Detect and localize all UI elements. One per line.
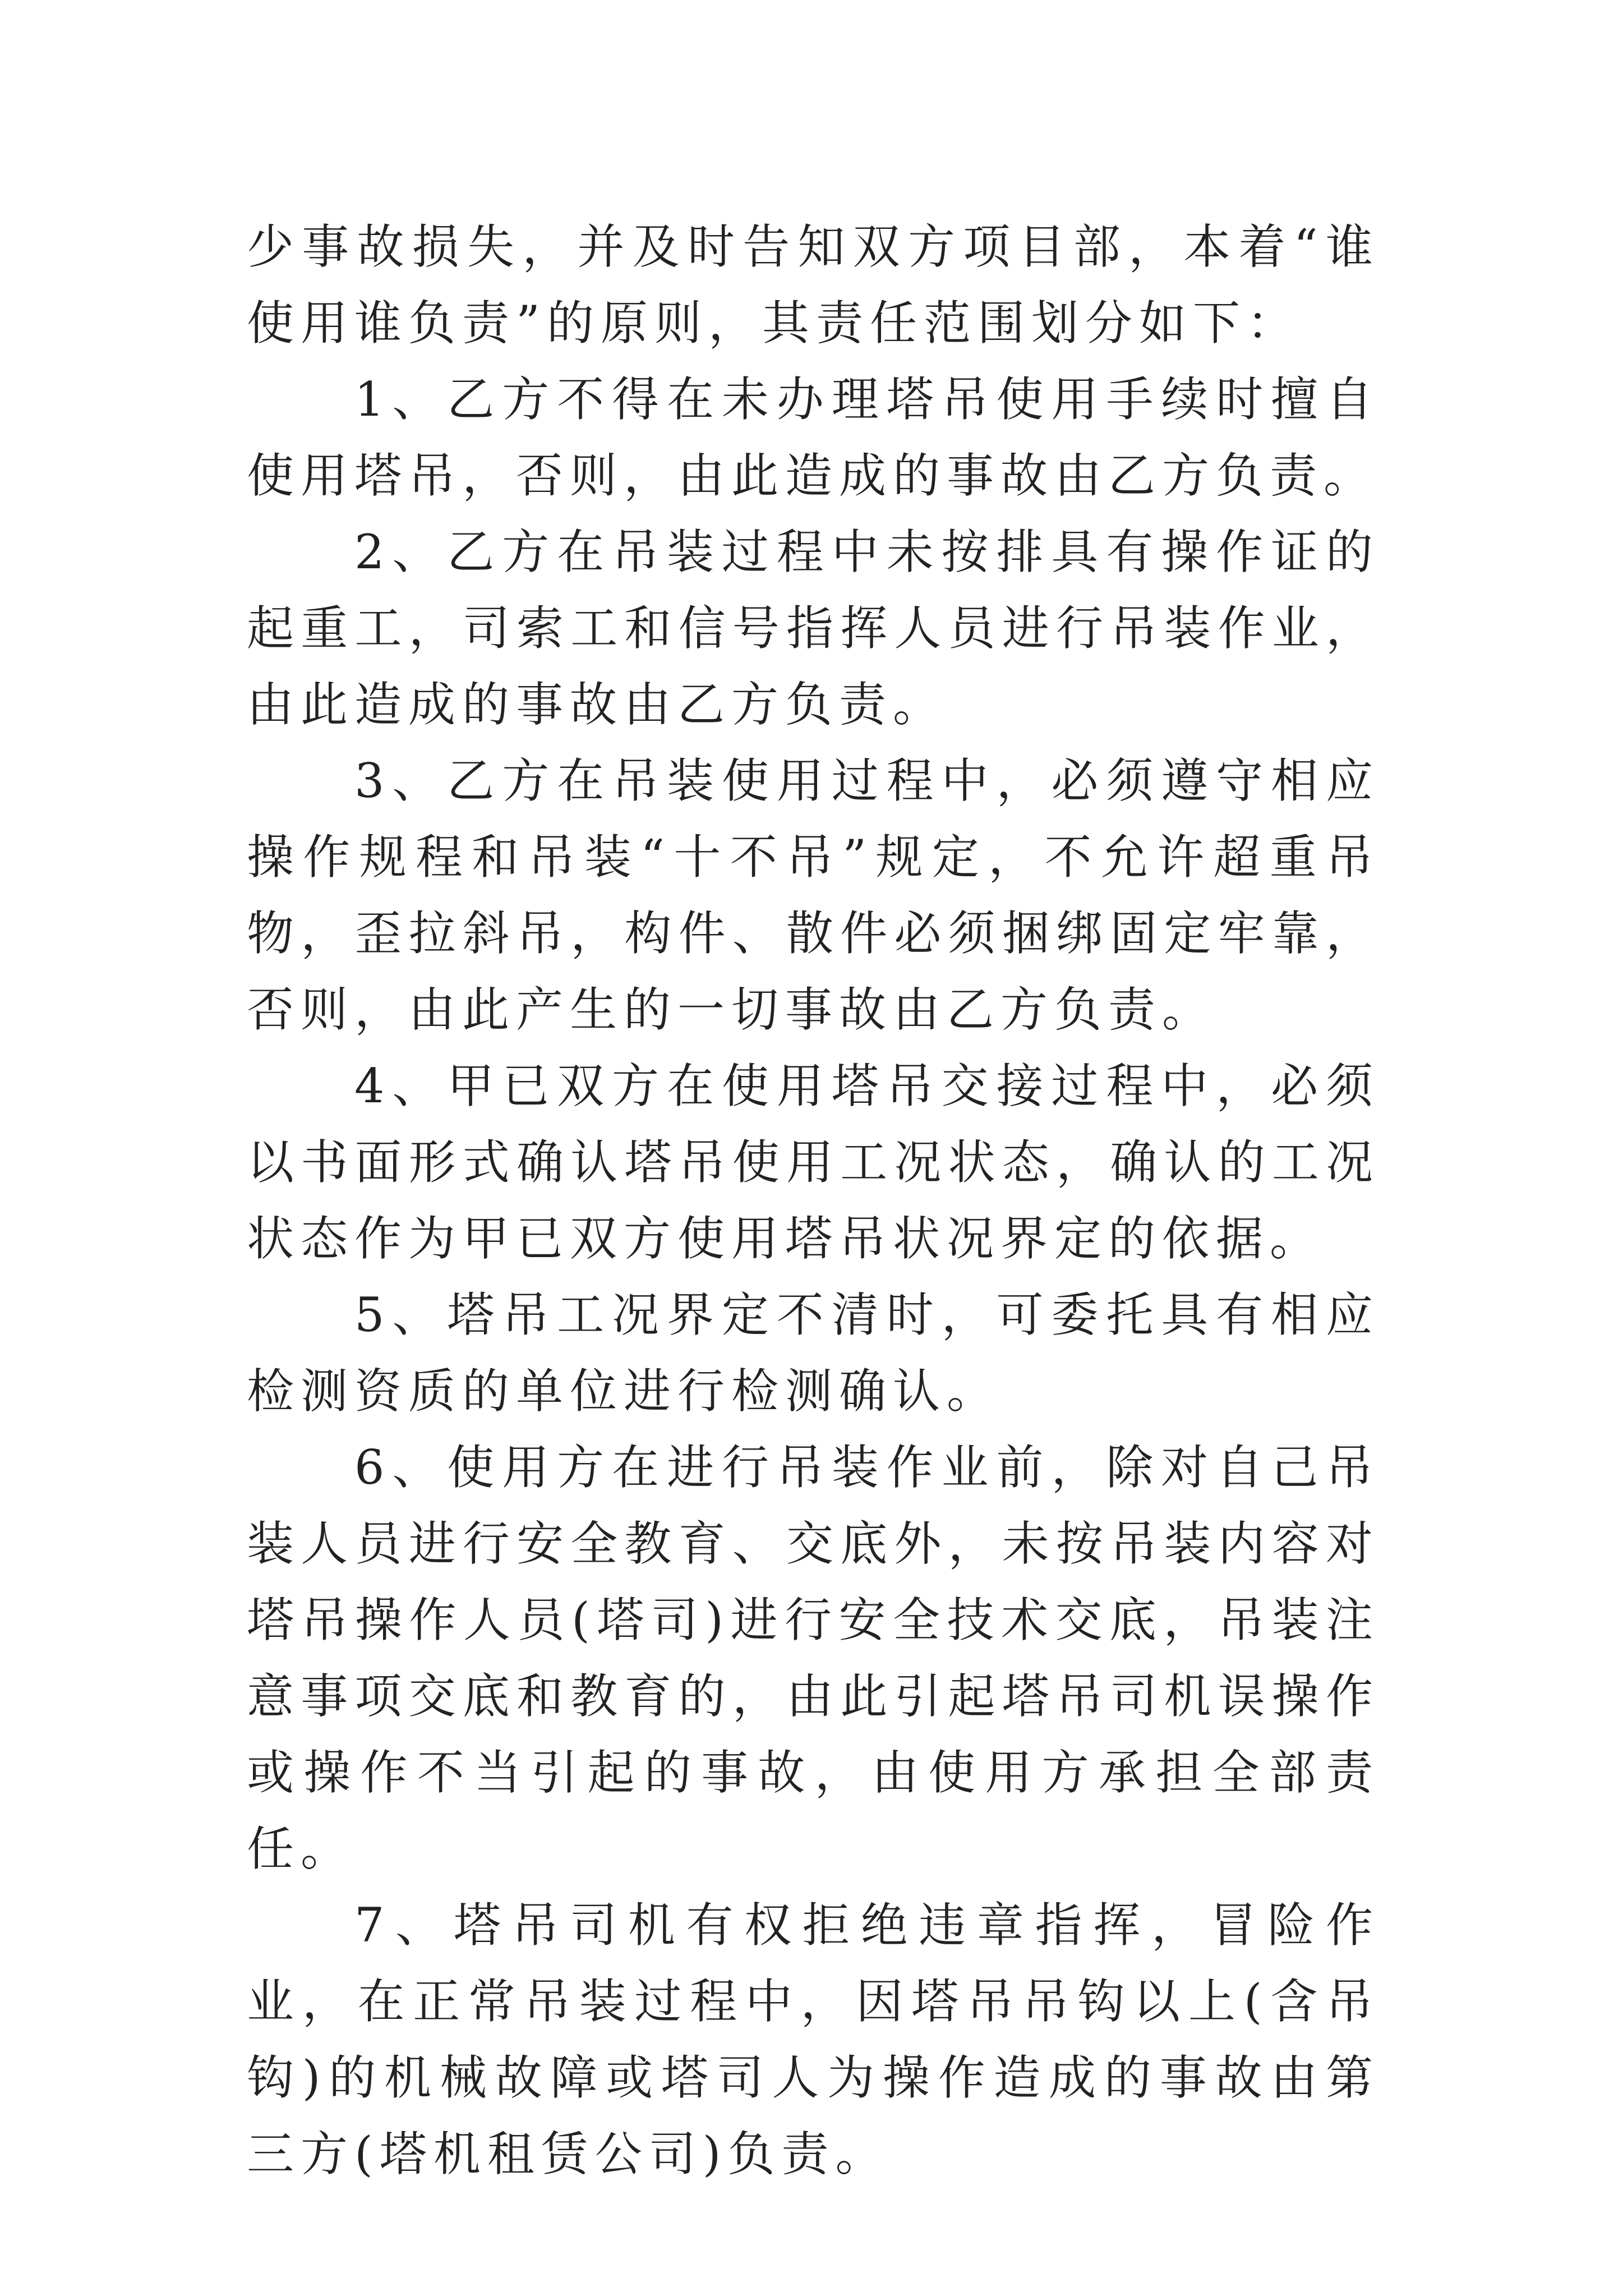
paragraph-item-5: 5、塔吊工况界定不清时，可委托具有相应检测资质的单位进行检测确认。 <box>247 1287 1380 1419</box>
paragraph-item-3: 3、乙方在吊装使用过程中，必须遵守相应操作规程和吊装“十不吊”规定，不允许超重吊物，歪拉斜吊，构件、散件必须捆绑固定牢靠，否则，由此产生的一切事故由乙方负责。 <box>247 753 1380 1037</box>
paragraph-item-6: 6、使用方在进行吊装作业前，除对自己吊装人员进行安全教育、交底外，未按吊装内容对塔吊操作人员(塔司)进行安全技术交底，吊装注意事项交底和教育的，由此引起塔吊司机误操作或操作不当引起的事故，由使用方承担全部责任。 <box>247 1440 1380 1876</box>
document-body <box>247 209 1380 2192</box>
paragraph-continuation: 少事故损失，并及时告知双方项目部，本着“谁使用谁负责”的原则，其责任范围划分如下： <box>247 219 1380 351</box>
paragraph-item-7: 7、塔吊司机有权拒绝违章指挥，冒险作业，在正常吊装过程中，因塔吊吊钩以上(含吊钩)的机械故障或塔司人为操作造成的事故由第三方(塔机租赁公司)负责。 <box>247 1898 1380 2182</box>
paragraph-item-2: 2、乙方在吊装过程中未按排具有操作证的起重工，司索工和信号指挥人员进行吊装作业，由此造成的事故由乙方负责。 <box>247 524 1380 732</box>
paragraph-item-1: 1、乙方不得在未办理塔吊使用手续时擅自使用塔吊，否则，由此造成的事故由乙方负责。 <box>247 372 1380 503</box>
paragraph-item-4: 4、甲已双方在使用塔吊交接过程中，必须以书面形式确认塔吊使用工况状态，确认的工况状态作为甲已双方使用塔吊状况界定的依据。 <box>247 1059 1380 1266</box>
